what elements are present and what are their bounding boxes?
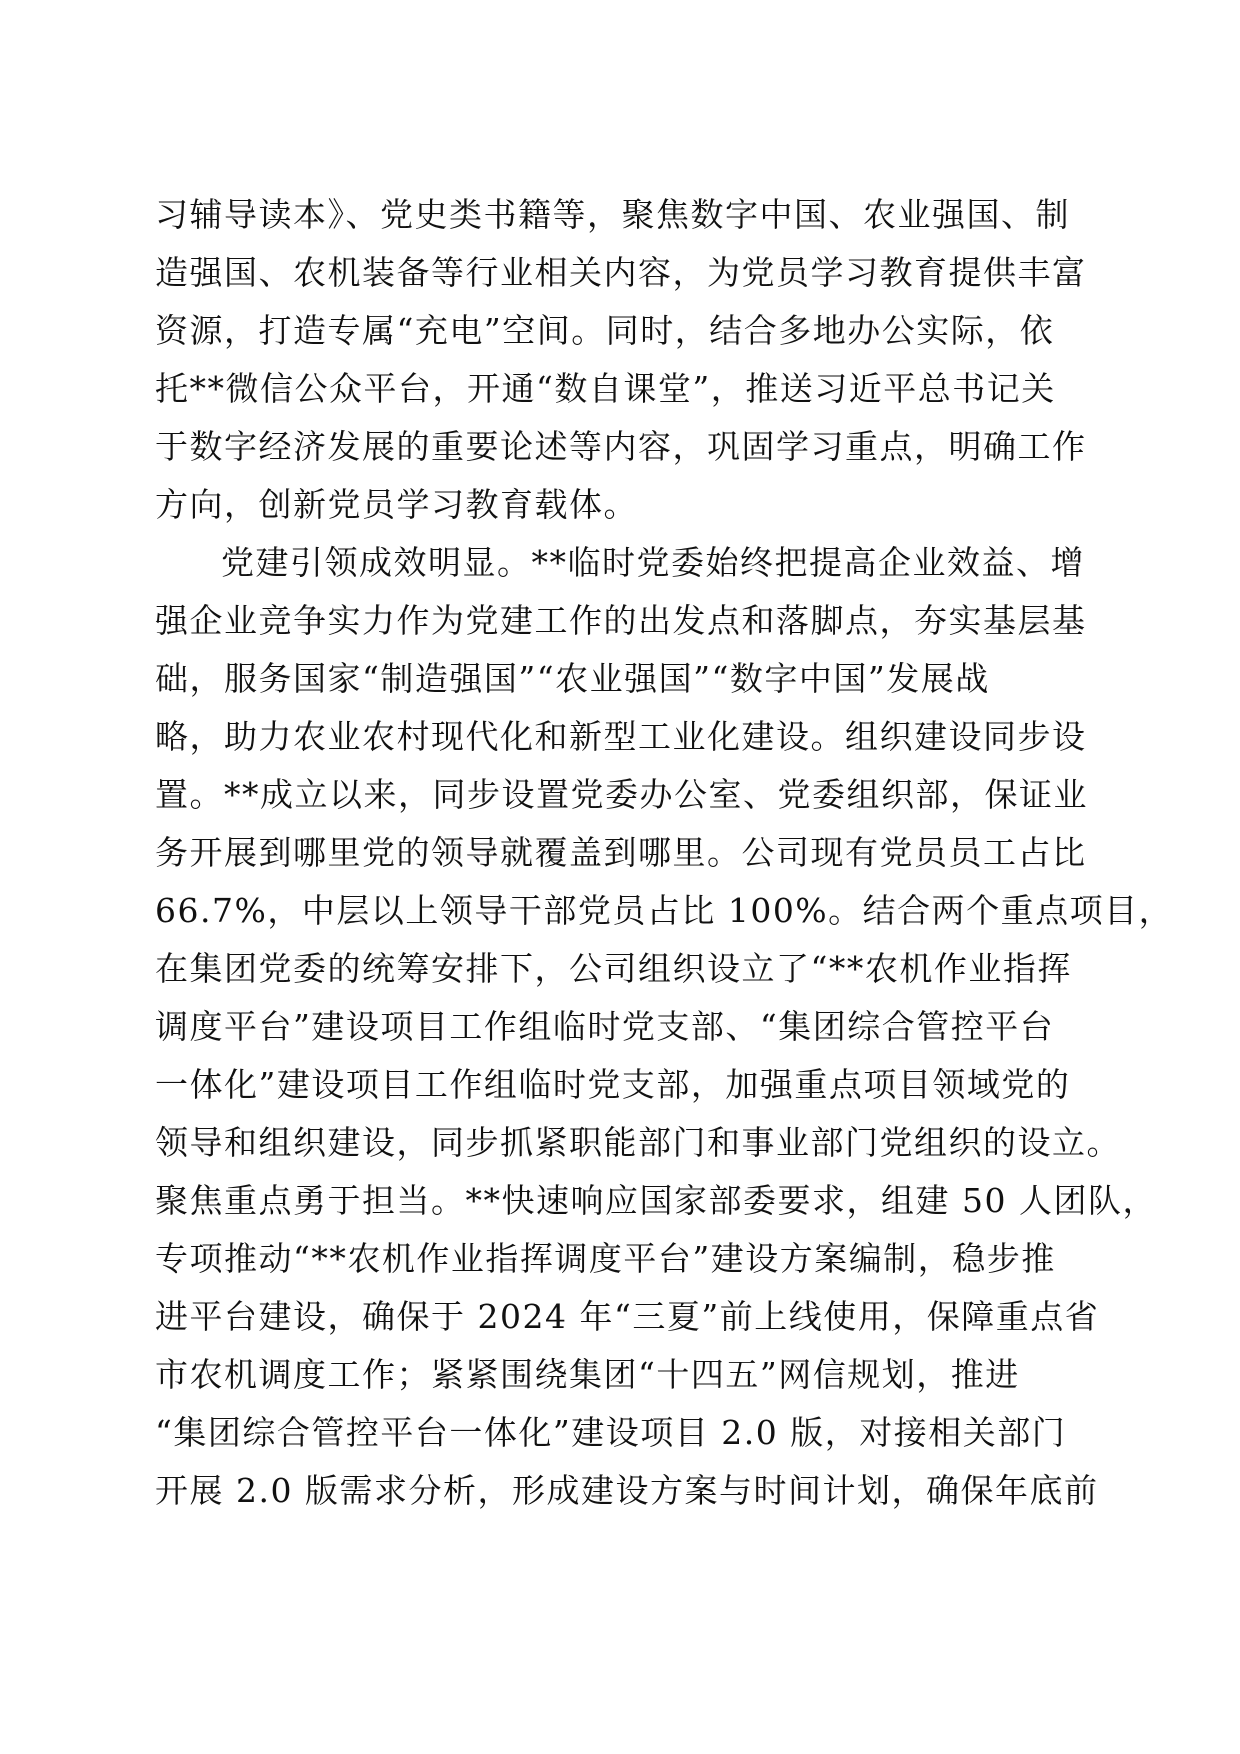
text-line: 市农机调度工作；紧紧围绕集团“十四五”网信规划，推进 — [155, 1355, 1020, 1394]
body-text — [155, 186, 1174, 1520]
text-line: 在集团党委的统筹安排下，公司组织设立了“**农机作业指挥 — [155, 949, 1072, 988]
text-line: 专项推动“**农机作业指挥调度平台”建设方案编制，稳步推 — [155, 1239, 1056, 1278]
text-line: 托**微信公众平台，开通“数自课堂”，推送习近平总书记关 — [155, 369, 1056, 408]
text-line: 资源，打造专属“充电”空间。同时，结合多地办公实际，依 — [155, 311, 1055, 350]
text-line: 方向，创新党员学习教育载体。 — [155, 485, 638, 524]
paragraph-start-line: 党建引领成效明显。**临时党委始终把提高企业效益、增 — [221, 543, 1085, 582]
text-line: “集团综合管控平台一体化”建设项目 2.0 版，对接相关部门 — [155, 1413, 1067, 1452]
text-line: 开展 2.0 版需求分析，形成建设方案与时间计划，确保年底前 — [155, 1471, 1099, 1510]
text-line: 66.7%，中层以上领导干部党员占比 100%。结合两个重点项目， — [155, 891, 1174, 930]
text-line: 于数字经济发展的重要论述等内容，巩固学习重点，明确工作 — [155, 427, 1087, 466]
text-line: 调度平台”建设项目工作组临时党支部、“集团综合管控平台 — [155, 1007, 1055, 1046]
text-line: 强企业竞争实力作为党建工作的出发点和落脚点，夯实基层基 — [155, 601, 1087, 640]
text-line: 础，服务国家“制造强国”“农业强国”“数字中国”发展战 — [155, 659, 990, 698]
text-line: 领导和组织建设，同步抓紧职能部门和事业部门党组织的设立。 — [155, 1123, 1121, 1162]
text-line: 造强国、农机装备等行业相关内容，为党员学习教育提供丰富 — [155, 253, 1087, 292]
text-line: 聚焦重点勇于担当。**快速响应国家部委要求，组建 50 人团队， — [155, 1181, 1157, 1220]
text-line: 置。**成立以来，同步设置党委办公室、党委组织部，保证业 — [155, 775, 1088, 814]
text-line: 一体化”建设项目工作组临时党支部，加强重点项目领域党的 — [155, 1065, 1071, 1104]
text-line: 进平台建设，确保于 2024 年“三夏”前上线使用，保障重点省 — [155, 1297, 1100, 1336]
text-line: 略，助力农业农村现代化和新型工业化建设。组织建设同步设 — [155, 717, 1087, 756]
text-line: 习辅导读本》、党史类书籍等，聚焦数字中国、农业强国、制 — [155, 195, 1070, 234]
text-line: 务开展到哪里党的领导就覆盖到哪里。公司现有党员员工占比 — [155, 833, 1087, 872]
